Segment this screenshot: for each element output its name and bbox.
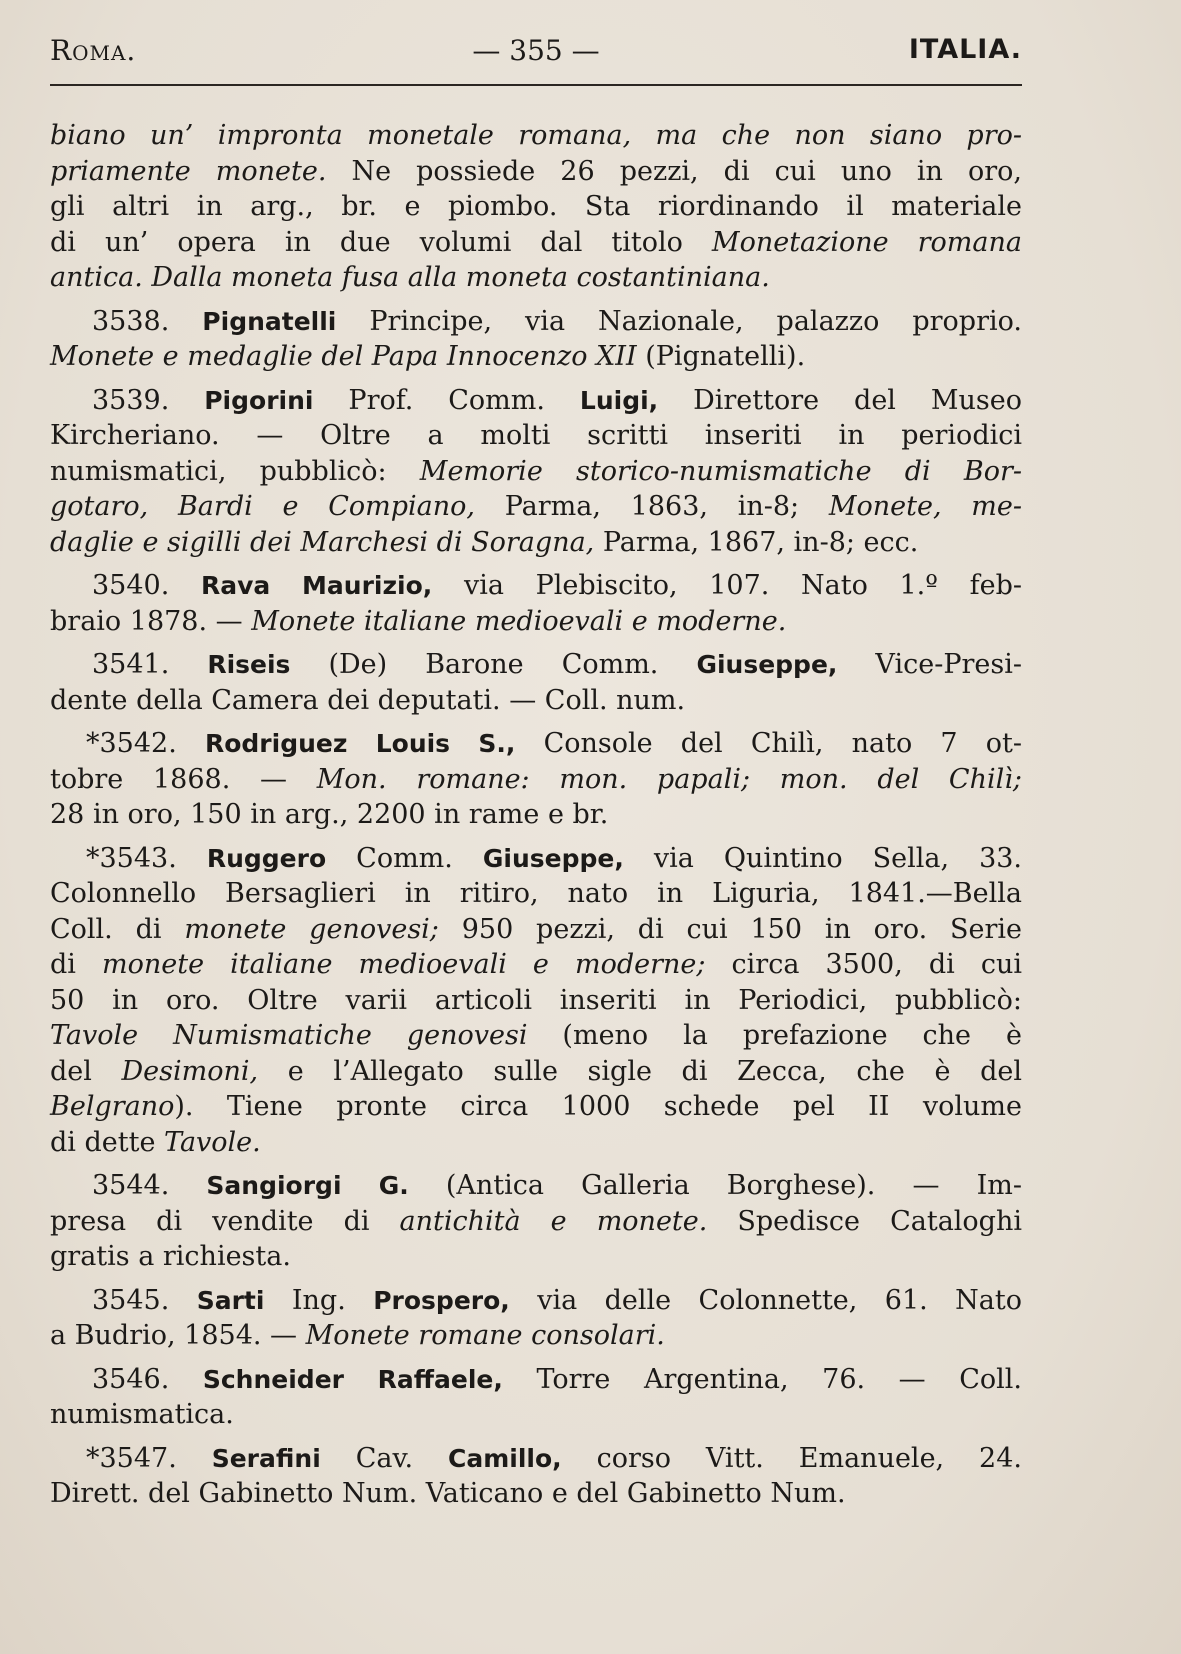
italic-text: antica. Dalla moneta fusa alla moneta costantiniana. <box>50 262 770 293</box>
text-span: 3539. <box>92 384 205 416</box>
text-span: gli altri in arg., br. e piombo. Sta riordinando il materiale <box>50 191 1022 222</box>
text-span: di <box>50 949 102 980</box>
text-span: Parma, 1867, in-8; ecc. <box>594 526 919 558</box>
italic-text: monete italiane medioevali e moderne; <box>102 949 706 980</box>
text-line <box>50 1089 1022 1125</box>
text-line <box>50 304 1022 340</box>
entry <box>50 841 1022 1161</box>
italic-text: gotaro, Bardi e Compiano, <box>50 491 475 522</box>
text-span: 3541. <box>92 649 208 680</box>
entry <box>50 726 1022 833</box>
text-span: Cav. <box>320 1442 449 1474</box>
entry <box>50 1362 1022 1433</box>
text-line <box>50 1204 1022 1240</box>
text-span: Principe, via Nazionale, palazzo proprio. <box>336 305 1022 337</box>
page-number: — 355 — <box>472 34 600 67</box>
text-span: via Plebiscito, 107. Nato 1.º feb- <box>432 570 1022 601</box>
text-line <box>50 1283 1022 1319</box>
text-span: circa 3500, di cui <box>705 949 1023 980</box>
text-span: Torre Argentina, 76. — Coll. <box>502 1363 1022 1395</box>
entry <box>50 647 1022 718</box>
text-span: numismatica. <box>50 1399 234 1430</box>
text-span: Parma, 1863, in-8; <box>474 491 829 522</box>
bold-name: Sarti <box>196 1285 265 1315</box>
text-line <box>50 797 1022 833</box>
entry <box>50 304 1022 375</box>
text-span: (Pignatelli). <box>636 341 806 372</box>
text-line <box>50 418 1022 454</box>
text-span: 3545. <box>92 1284 197 1316</box>
text-span: *3547. <box>86 1442 212 1474</box>
bold-name: Schneider Raffaele, <box>202 1364 503 1394</box>
text-span: 3538. <box>92 305 203 337</box>
entry-gap <box>50 375 1022 383</box>
text-span: via delle Colonnette, 61. Nato <box>509 1284 1022 1316</box>
text-span: Spedisce Cataloghi <box>707 1205 1022 1237</box>
italic-text: Memorie storico-numismatiche di Bor- <box>419 455 1022 487</box>
entry-gap <box>50 1433 1022 1441</box>
text-line <box>50 1318 1022 1354</box>
entry-gap <box>50 639 1022 647</box>
italic-text: Monete e medaglie del Papa Innocenzo XII <box>50 341 637 372</box>
text-span: di dette <box>50 1126 165 1158</box>
text-span: *3542. <box>86 728 205 759</box>
text-line <box>50 726 1022 762</box>
italic-text: Monete, me- <box>828 491 1022 522</box>
text-line <box>50 118 1022 154</box>
text-span: (Antica Galleria Borghese). — Im- <box>408 1170 1022 1201</box>
entry-gap <box>50 718 1022 726</box>
entry <box>50 1441 1022 1512</box>
text-line <box>50 683 1022 719</box>
italic-text: priamente monete. <box>50 155 327 187</box>
entry-gap <box>50 560 1022 568</box>
bold-name: Prospero, <box>373 1285 510 1315</box>
text-span: presa di vendite di <box>50 1205 400 1237</box>
entry-gap <box>50 833 1022 841</box>
text-span: Kircheriano. — Oltre a molti scritti inseriti in periodici <box>50 420 1022 451</box>
text-span: numismatici, pubblicò: <box>50 455 420 487</box>
text-span: 3544. <box>92 1170 207 1201</box>
text-line <box>50 604 1022 640</box>
text-span: Ne possiede 26 pezzi, di cui uno in oro, <box>326 155 1022 187</box>
bold-name: Rodriguez Louis S., <box>204 729 516 758</box>
bold-name: Camillo, <box>448 1443 562 1473</box>
text-line <box>50 1239 1022 1275</box>
entry-gap <box>50 1354 1022 1362</box>
entry <box>50 1168 1022 1275</box>
italic-text: Monete romane consolari. <box>305 1320 665 1351</box>
text-line <box>50 1362 1022 1398</box>
text-span: (meno la prefazione che è <box>527 1020 1022 1051</box>
text-line <box>50 383 1022 419</box>
text-span: a Budrio, 1854. — <box>50 1320 306 1351</box>
header-rule <box>50 84 1022 86</box>
entry-gap <box>50 296 1022 304</box>
text-line <box>50 225 1022 261</box>
text-line <box>50 154 1022 190</box>
text-span: dente della Camera dei deputati. — Coll. num. <box>50 684 686 716</box>
text-line <box>50 489 1022 525</box>
text-line <box>50 647 1022 683</box>
text-line <box>50 1441 1022 1477</box>
entry-continuation <box>50 118 1022 296</box>
entry <box>50 383 1022 561</box>
text-line <box>50 1018 1022 1054</box>
bold-name: Rava Maurizio, <box>200 571 433 600</box>
text-span: 50 in oro. Oltre varii articoli inseriti in Periodici, pubblicò: <box>50 984 1022 1016</box>
entry <box>50 568 1022 639</box>
text-span: e l’Allegato sulle sigle di Zecca, che è del <box>258 1055 1022 1087</box>
bold-name: Serafini <box>211 1443 321 1473</box>
text-span: *3543. <box>86 842 207 874</box>
bold-name: Sangiorgi G. <box>206 1171 409 1200</box>
text-span: corso Vitt. Emanuele, 24. <box>561 1442 1022 1474</box>
text-span: 950 pezzi, di cui 150 in oro. Serie <box>438 913 1022 945</box>
text-line <box>50 1054 1022 1090</box>
text-span: del <box>50 1055 122 1087</box>
bold-name: Luigi, <box>579 385 659 415</box>
text-line <box>50 912 1022 948</box>
italic-text: Belgrano <box>50 1091 175 1122</box>
entry-gap <box>50 1275 1022 1283</box>
bold-name: Giuseppe, <box>482 843 624 873</box>
text-span: tobre 1868. — <box>50 763 317 795</box>
text-line <box>50 525 1022 561</box>
text-line <box>50 1168 1022 1204</box>
text-span: 3540. <box>92 570 201 601</box>
entry <box>50 1283 1022 1354</box>
italic-text: Desimoni, <box>121 1055 259 1087</box>
text-line <box>50 339 1022 375</box>
text-span: 28 in oro, 150 in arg., 2200 in rame e br. <box>50 799 609 830</box>
text-line <box>50 260 1022 296</box>
text-line <box>50 841 1022 877</box>
text-span: Colonnello Bersaglieri in ritiro, nato in Liguria, 1841.—Bella <box>50 878 1022 909</box>
text-span: braio 1878. — <box>50 605 252 637</box>
text-span: Vice-Presi- <box>837 649 1022 680</box>
text-span: Prof. Comm. <box>313 384 580 416</box>
header-city: Roma. <box>50 34 137 67</box>
page-body <box>50 118 1022 1512</box>
bold-name: Ruggero <box>206 843 327 873</box>
italic-text: biano un’ impronta monetale romana, ma che non siano pro- <box>50 120 1022 151</box>
text-span: di un’ opera in due volumi dal titolo <box>50 226 712 258</box>
text-span: ). Tiene pronte circa 1000 schede pel II volume <box>174 1091 1022 1122</box>
italic-text: antichità e monete. <box>399 1205 708 1237</box>
bold-name: Riseis <box>207 650 291 679</box>
bold-name: Pignatelli <box>202 306 337 336</box>
text-span: (De) Barone Comm. <box>290 649 697 680</box>
text-span: Direttore del Museo <box>658 384 1022 416</box>
bold-name: Pigorini <box>204 385 314 415</box>
text-line <box>50 189 1022 225</box>
text-line <box>50 1125 1022 1161</box>
text-line <box>50 876 1022 912</box>
text-span: via Quintino Sella, 33. <box>623 842 1023 874</box>
text-line <box>50 947 1022 983</box>
text-span: Dirett. del Gabinetto Num. Vaticano e del Gabinetto Num. <box>50 1478 846 1509</box>
running-header <box>50 34 1022 74</box>
text-line <box>50 1397 1022 1433</box>
italic-text: daglie e sigilli dei Marchesi di Soragna, <box>50 526 595 558</box>
italic-text: Monetazione romana <box>711 226 1022 258</box>
italic-text: Mon. romane: mon. papali; mon. del Chilì; <box>316 763 1022 795</box>
text-line <box>50 762 1022 798</box>
italic-text: Tavole. <box>164 1126 261 1158</box>
text-line <box>50 983 1022 1019</box>
bold-name: Giuseppe, <box>696 650 838 679</box>
header-country: ITALIA. <box>908 34 1022 65</box>
text-span: Ing. <box>264 1284 374 1316</box>
text-span: Console del Chilì, nato 7 ot- <box>515 728 1022 759</box>
text-span: Coll. di <box>50 913 185 945</box>
text-line <box>50 568 1022 604</box>
text-span: 3546. <box>92 1363 203 1395</box>
text-span: gratis a richiesta. <box>50 1241 291 1272</box>
text-line <box>50 454 1022 490</box>
italic-text: Monete italiane medioevali e moderne. <box>251 605 787 637</box>
entry-gap <box>50 1160 1022 1168</box>
italic-text: monete genovesi; <box>184 913 439 945</box>
text-span: Comm. <box>326 842 483 874</box>
italic-text: Tavole Numismatiche genovesi <box>50 1020 528 1051</box>
text-line <box>50 1476 1022 1512</box>
